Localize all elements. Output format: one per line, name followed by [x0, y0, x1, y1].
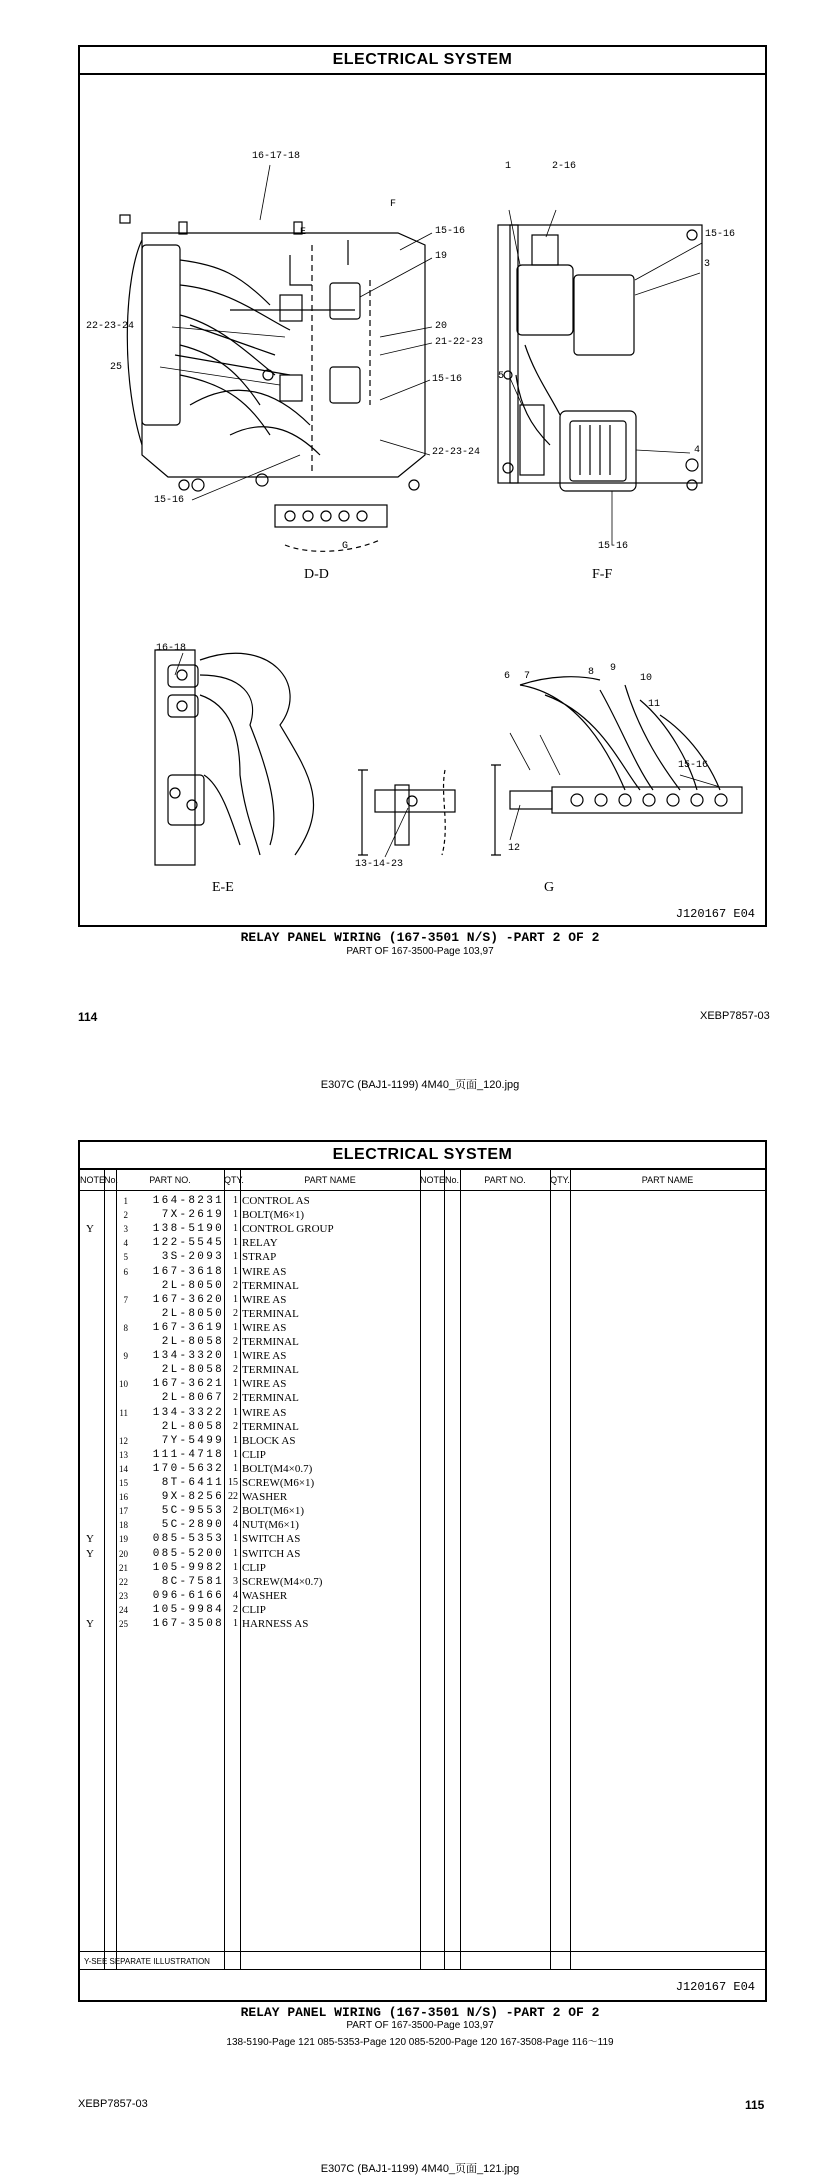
- note-cell: Y: [86, 1618, 94, 1630]
- part-name-cell: WIRE AS: [242, 1378, 287, 1391]
- view-ee-drawing: [155, 650, 314, 865]
- part-number-cell: 134-3322: [152, 1406, 224, 1419]
- table-row: [80, 1335, 420, 1349]
- table-row: [80, 1222, 420, 1236]
- part-name-cell: CONTROL AS: [242, 1195, 310, 1207]
- callout-label: 15-16: [598, 541, 629, 552]
- caption-page-refs: 138-5190-Page 121 085-5353-Page 120 085-5200-Page 120 167-3508-Page 116～119: [226, 2037, 614, 2048]
- part-number-cell: 2L-8058: [161, 1420, 224, 1433]
- callout-label: 19: [435, 251, 448, 262]
- table-row: [80, 1462, 420, 1476]
- quantity-cell: 2: [233, 1420, 238, 1432]
- item-number-cell: 7: [123, 1294, 128, 1305]
- part-number-cell: 164-8231: [152, 1195, 224, 1207]
- part-name-cell: CLIP: [242, 1603, 266, 1616]
- table-row: [80, 1406, 420, 1420]
- callout-label: 16-18: [156, 643, 187, 654]
- part-name-cell: WIRE AS: [242, 1321, 287, 1334]
- part-name-cell: SWITCH AS: [242, 1533, 301, 1546]
- item-number-cell: 4: [123, 1238, 128, 1249]
- quantity-cell: 1: [233, 1547, 238, 1559]
- part-number-cell: 5C-9553: [161, 1505, 224, 1518]
- table-row: [80, 1420, 420, 1434]
- quantity-cell: 1: [233, 1209, 238, 1221]
- callout-label: 10: [640, 673, 653, 684]
- part-name-cell: RELAY: [242, 1237, 278, 1250]
- quantity-cell: 1: [233, 1321, 238, 1333]
- section-arrow-label: G: [342, 541, 349, 552]
- table-row: [80, 1279, 420, 1293]
- table-row: [80, 1194, 420, 1208]
- view-label-g: G: [544, 880, 555, 895]
- callout-label: 5: [498, 371, 505, 382]
- part-name-cell: WIRE AS: [242, 1350, 287, 1363]
- quantity-cell: 1: [233, 1462, 238, 1474]
- part-number-cell: 167-3620: [152, 1293, 224, 1306]
- callout-label: 16-17-18: [252, 151, 301, 162]
- part-name-cell: BLOCK AS: [242, 1434, 296, 1447]
- quantity-cell: 15: [228, 1477, 238, 1488]
- part-name-cell: STRAP: [242, 1251, 277, 1264]
- quantity-cell: 1: [233, 1195, 238, 1206]
- quantity-cell: 2: [233, 1603, 238, 1615]
- table-row: [80, 1265, 420, 1279]
- quantity-cell: 1: [233, 1223, 238, 1235]
- quantity-cell: 2: [233, 1307, 238, 1319]
- quantity-cell: 4: [233, 1519, 238, 1531]
- callout-label: 2-16: [552, 161, 577, 172]
- callout-label: 21-22-23: [435, 337, 484, 348]
- part-name-cell: SCREW(M4×0.7): [242, 1575, 323, 1588]
- part-name-cell: CLIP: [242, 1448, 266, 1461]
- parts-list-frame: [78, 1140, 767, 2002]
- part-number-cell: 5C-2890: [161, 1519, 224, 1532]
- item-number-cell: 11: [119, 1407, 128, 1418]
- callout-label: 8: [588, 667, 595, 678]
- column-rule: [570, 1170, 571, 1970]
- table-row: [80, 1603, 420, 1617]
- note-cell: Y: [86, 1533, 94, 1546]
- part-name-cell: NUT(M6×1): [242, 1519, 299, 1532]
- item-number-cell: 13: [119, 1449, 128, 1460]
- part-number-cell: 085-5353: [152, 1533, 224, 1546]
- column-rule: [460, 1170, 461, 1970]
- table-bottom-rule: [80, 1951, 765, 1952]
- callout-label: 3: [704, 259, 711, 270]
- part-number-cell: 170-5632: [152, 1462, 224, 1475]
- note-cell: Y: [86, 1547, 94, 1560]
- col-header-part-name: PART NAME: [641, 1175, 694, 1185]
- page-number: 115: [745, 2098, 765, 2112]
- part-number-cell: 138-5190: [152, 1223, 224, 1236]
- table-row: [80, 1250, 420, 1264]
- quantity-cell: 1: [233, 1618, 238, 1629]
- callout-label: 6: [504, 671, 511, 682]
- col-header-no: No.: [104, 1175, 119, 1185]
- part-name-cell: HARNESS AS: [242, 1618, 309, 1630]
- column-rule: [444, 1170, 445, 1970]
- callout-label: 15-16: [435, 226, 466, 237]
- quantity-cell: 1: [233, 1237, 238, 1249]
- col-header-no: No.: [444, 1175, 459, 1185]
- quantity-cell: 2: [233, 1364, 238, 1376]
- note-cell: Y: [86, 1223, 94, 1236]
- quantity-cell: 1: [233, 1434, 238, 1446]
- caption-title: RELAY PANEL WIRING (167-3501 N/S) -PART 2 OF 2: [240, 930, 600, 945]
- item-number-cell: 1: [123, 1196, 128, 1206]
- quantity-cell: 22: [228, 1491, 238, 1503]
- part-name-cell: SWITCH AS: [242, 1547, 301, 1560]
- col-header-note: NOTE: [420, 1175, 446, 1185]
- column-rule: [420, 1170, 421, 1970]
- part-name-cell: TERMINAL: [242, 1279, 299, 1292]
- quantity-cell: 3: [233, 1575, 238, 1587]
- caption-title: RELAY PANEL WIRING (167-3501 N/S) -PART 2 OF 2: [240, 2005, 600, 2020]
- part-name-cell: TERMINAL: [242, 1364, 299, 1377]
- table-row: [80, 1448, 420, 1462]
- item-number-cell: 9: [123, 1351, 128, 1362]
- part-number-cell: 122-5545: [152, 1237, 224, 1250]
- part-name-cell: WASHER: [242, 1589, 288, 1602]
- callout-label: 15-16: [678, 760, 709, 771]
- table-row: [80, 1589, 420, 1603]
- table-row: [80, 1208, 420, 1222]
- item-number-cell: 5: [123, 1252, 128, 1263]
- table-row: [80, 1321, 420, 1335]
- callout-label: 11: [648, 699, 661, 710]
- part-number-cell: 2L-8050: [161, 1307, 224, 1320]
- file-name: E307C (BAJ1-1199) 4M40_页面_121.jpg: [320, 2163, 520, 2175]
- part-name-cell: TERMINAL: [242, 1420, 299, 1433]
- table-row: [80, 1391, 420, 1405]
- table-row: [80, 1617, 420, 1631]
- part-number-cell: 167-3508: [152, 1618, 224, 1630]
- item-number-cell: 20: [119, 1548, 128, 1559]
- drawing-ref-code: J120167 E04: [675, 907, 755, 921]
- callout-label: 22-23-24: [86, 321, 135, 332]
- item-number-cell: 17: [119, 1506, 128, 1517]
- quantity-cell: 2: [233, 1505, 238, 1517]
- quantity-cell: 4: [233, 1589, 238, 1601]
- part-number-cell: 111-4718: [152, 1448, 224, 1461]
- part-number-cell: 105-9982: [152, 1561, 224, 1574]
- view-label-ee: E-E: [212, 880, 234, 895]
- part-name-cell: TERMINAL: [242, 1336, 299, 1348]
- view-label-dd: D-D: [304, 567, 329, 582]
- col-header-part-no: PART NO.: [149, 1175, 191, 1185]
- table-row: [80, 1307, 420, 1321]
- table-row: [80, 1434, 420, 1448]
- callout-label: 22-23-24: [432, 447, 481, 458]
- quantity-cell: 2: [233, 1392, 238, 1404]
- part-name-cell: CONTROL GROUP: [242, 1223, 334, 1236]
- part-name-cell: CLIP: [242, 1561, 266, 1574]
- table-row: [80, 1363, 420, 1377]
- part-name-cell: SCREW(M6×1): [242, 1477, 315, 1489]
- page-header: ELECTRICAL SYSTEM: [80, 1142, 765, 1170]
- document-code: XEBP7857-03: [78, 2098, 148, 2110]
- callout-label: 15-16: [432, 374, 463, 385]
- footer-rule: [80, 1969, 765, 1970]
- part-name-cell: BOLT(M6×1): [242, 1209, 305, 1222]
- section-arrow-label: F: [390, 199, 397, 210]
- part-number-cell: 3S-2093: [161, 1251, 224, 1264]
- table-row: [80, 1236, 420, 1250]
- callout-label: 4: [694, 445, 701, 456]
- illustration-frame: [78, 45, 767, 927]
- callout-label: 15-16: [705, 229, 736, 240]
- table-row: [80, 1504, 420, 1518]
- table-header: [80, 1170, 765, 1191]
- callout-label: 9: [610, 663, 617, 674]
- item-number-cell: 19: [119, 1534, 128, 1545]
- part-number-cell: 2L-8058: [161, 1336, 224, 1348]
- part-number-cell: 8C-7581: [161, 1575, 224, 1588]
- part-number-cell: 2L-8067: [161, 1392, 224, 1405]
- leader-lines: [160, 165, 720, 857]
- part-number-cell: 2L-8058: [161, 1364, 224, 1377]
- item-number-cell: 15: [119, 1478, 128, 1488]
- section-arrow-label: E: [300, 227, 307, 238]
- callout-label: 25: [110, 362, 123, 373]
- quantity-cell: 1: [233, 1350, 238, 1362]
- item-number-cell: 16: [119, 1492, 128, 1503]
- callout-label: 15-16: [154, 495, 185, 506]
- part-number-cell: 085-5200: [152, 1547, 224, 1560]
- page-number: 114: [78, 1010, 98, 1024]
- part-name-cell: TERMINAL: [242, 1392, 299, 1405]
- quantity-cell: 1: [233, 1406, 238, 1418]
- clip-detail-drawing: [358, 770, 455, 855]
- caption-subtitle: PART OF 167-3500-Page 103,97: [346, 946, 494, 957]
- item-number-cell: 14: [119, 1463, 128, 1474]
- table-row: [80, 1476, 420, 1490]
- part-name-cell: WIRE AS: [242, 1265, 287, 1278]
- file-name: E307C (BAJ1-1199) 4M40_页面_120.jpg: [320, 1079, 520, 1091]
- part-number-cell: 8T-6411: [161, 1477, 224, 1489]
- part-name-cell: BOLT(M4×0.7): [242, 1462, 313, 1475]
- item-number-cell: 21: [119, 1562, 128, 1573]
- quantity-cell: 1: [233, 1533, 238, 1545]
- part-number-cell: 167-3619: [152, 1321, 224, 1334]
- table-row: [80, 1518, 420, 1532]
- col-header-qty: QTY.: [550, 1175, 570, 1185]
- quantity-cell: 1: [233, 1561, 238, 1573]
- table-row: [80, 1293, 420, 1307]
- part-name-cell: WIRE AS: [242, 1406, 287, 1419]
- part-number-cell: 105-9984: [152, 1603, 224, 1616]
- col-header-part-no: PART NO.: [484, 1175, 526, 1185]
- table-row: [80, 1349, 420, 1363]
- part-number-cell: 7Y-5499: [161, 1434, 224, 1447]
- col-header-note: NOTE: [80, 1175, 106, 1185]
- part-number-cell: 7X-2619: [161, 1209, 224, 1222]
- item-number-cell: 23: [119, 1590, 128, 1601]
- item-number-cell: 24: [119, 1604, 128, 1615]
- item-number-cell: 8: [123, 1322, 128, 1333]
- item-number-cell: 6: [123, 1266, 128, 1277]
- item-number-cell: 25: [119, 1619, 128, 1629]
- part-number-cell: 9X-8256: [161, 1491, 224, 1504]
- page-header: ELECTRICAL SYSTEM: [80, 47, 765, 75]
- quantity-cell: 1: [233, 1251, 238, 1263]
- quantity-cell: 1: [233, 1265, 238, 1277]
- quantity-cell: 2: [233, 1279, 238, 1291]
- quantity-cell: 1: [233, 1378, 238, 1390]
- table-row: [80, 1377, 420, 1391]
- table-row: [80, 1547, 420, 1561]
- quantity-cell: 1: [233, 1293, 238, 1305]
- part-name-cell: TERMINAL: [242, 1307, 299, 1320]
- part-number-cell: 2L-8050: [161, 1279, 224, 1292]
- table-row: [80, 1575, 420, 1589]
- item-number-cell: 18: [119, 1520, 128, 1531]
- col-header-part-name: PART NAME: [304, 1175, 356, 1185]
- item-number-cell: 10: [119, 1379, 128, 1390]
- part-name-cell: WIRE AS: [242, 1293, 287, 1306]
- callout-label: 1: [505, 161, 512, 172]
- col-header-qty: QTY.: [224, 1175, 244, 1185]
- callout-label: 7: [524, 671, 531, 682]
- part-number-cell: 096-6166: [152, 1589, 224, 1602]
- document-code: XEBP7857-03: [700, 1010, 770, 1022]
- table-footnote: Y-SEE SEPARATE ILLUSTRATION: [84, 1957, 210, 1966]
- column-rule: [550, 1170, 551, 1970]
- quantity-cell: 2: [233, 1336, 238, 1347]
- callout-label: 20: [435, 321, 448, 332]
- item-number-cell: 22: [119, 1576, 128, 1587]
- part-name-cell: WASHER: [242, 1491, 288, 1504]
- part-number-cell: 167-3618: [152, 1265, 224, 1278]
- caption-subtitle: PART OF 167-3500-Page 103,97: [346, 2020, 494, 2031]
- table-row: [80, 1532, 420, 1546]
- callout-label: 12: [508, 843, 521, 854]
- drawing-ref-code: J120167 E04: [675, 1980, 755, 1994]
- item-number-cell: 3: [123, 1224, 128, 1235]
- quantity-cell: 1: [233, 1448, 238, 1460]
- item-number-cell: 2: [123, 1210, 128, 1221]
- part-name-cell: BOLT(M6×1): [242, 1505, 305, 1518]
- view-ff-drawing: [498, 225, 702, 491]
- table-row: [80, 1490, 420, 1504]
- item-number-cell: 12: [119, 1435, 128, 1446]
- part-number-cell: 167-3621: [152, 1378, 224, 1391]
- view-label-ff: F-F: [592, 567, 613, 582]
- callout-label: 13-14-23: [355, 859, 404, 870]
- part-number-cell: 134-3320: [152, 1350, 224, 1363]
- table-row: [80, 1561, 420, 1575]
